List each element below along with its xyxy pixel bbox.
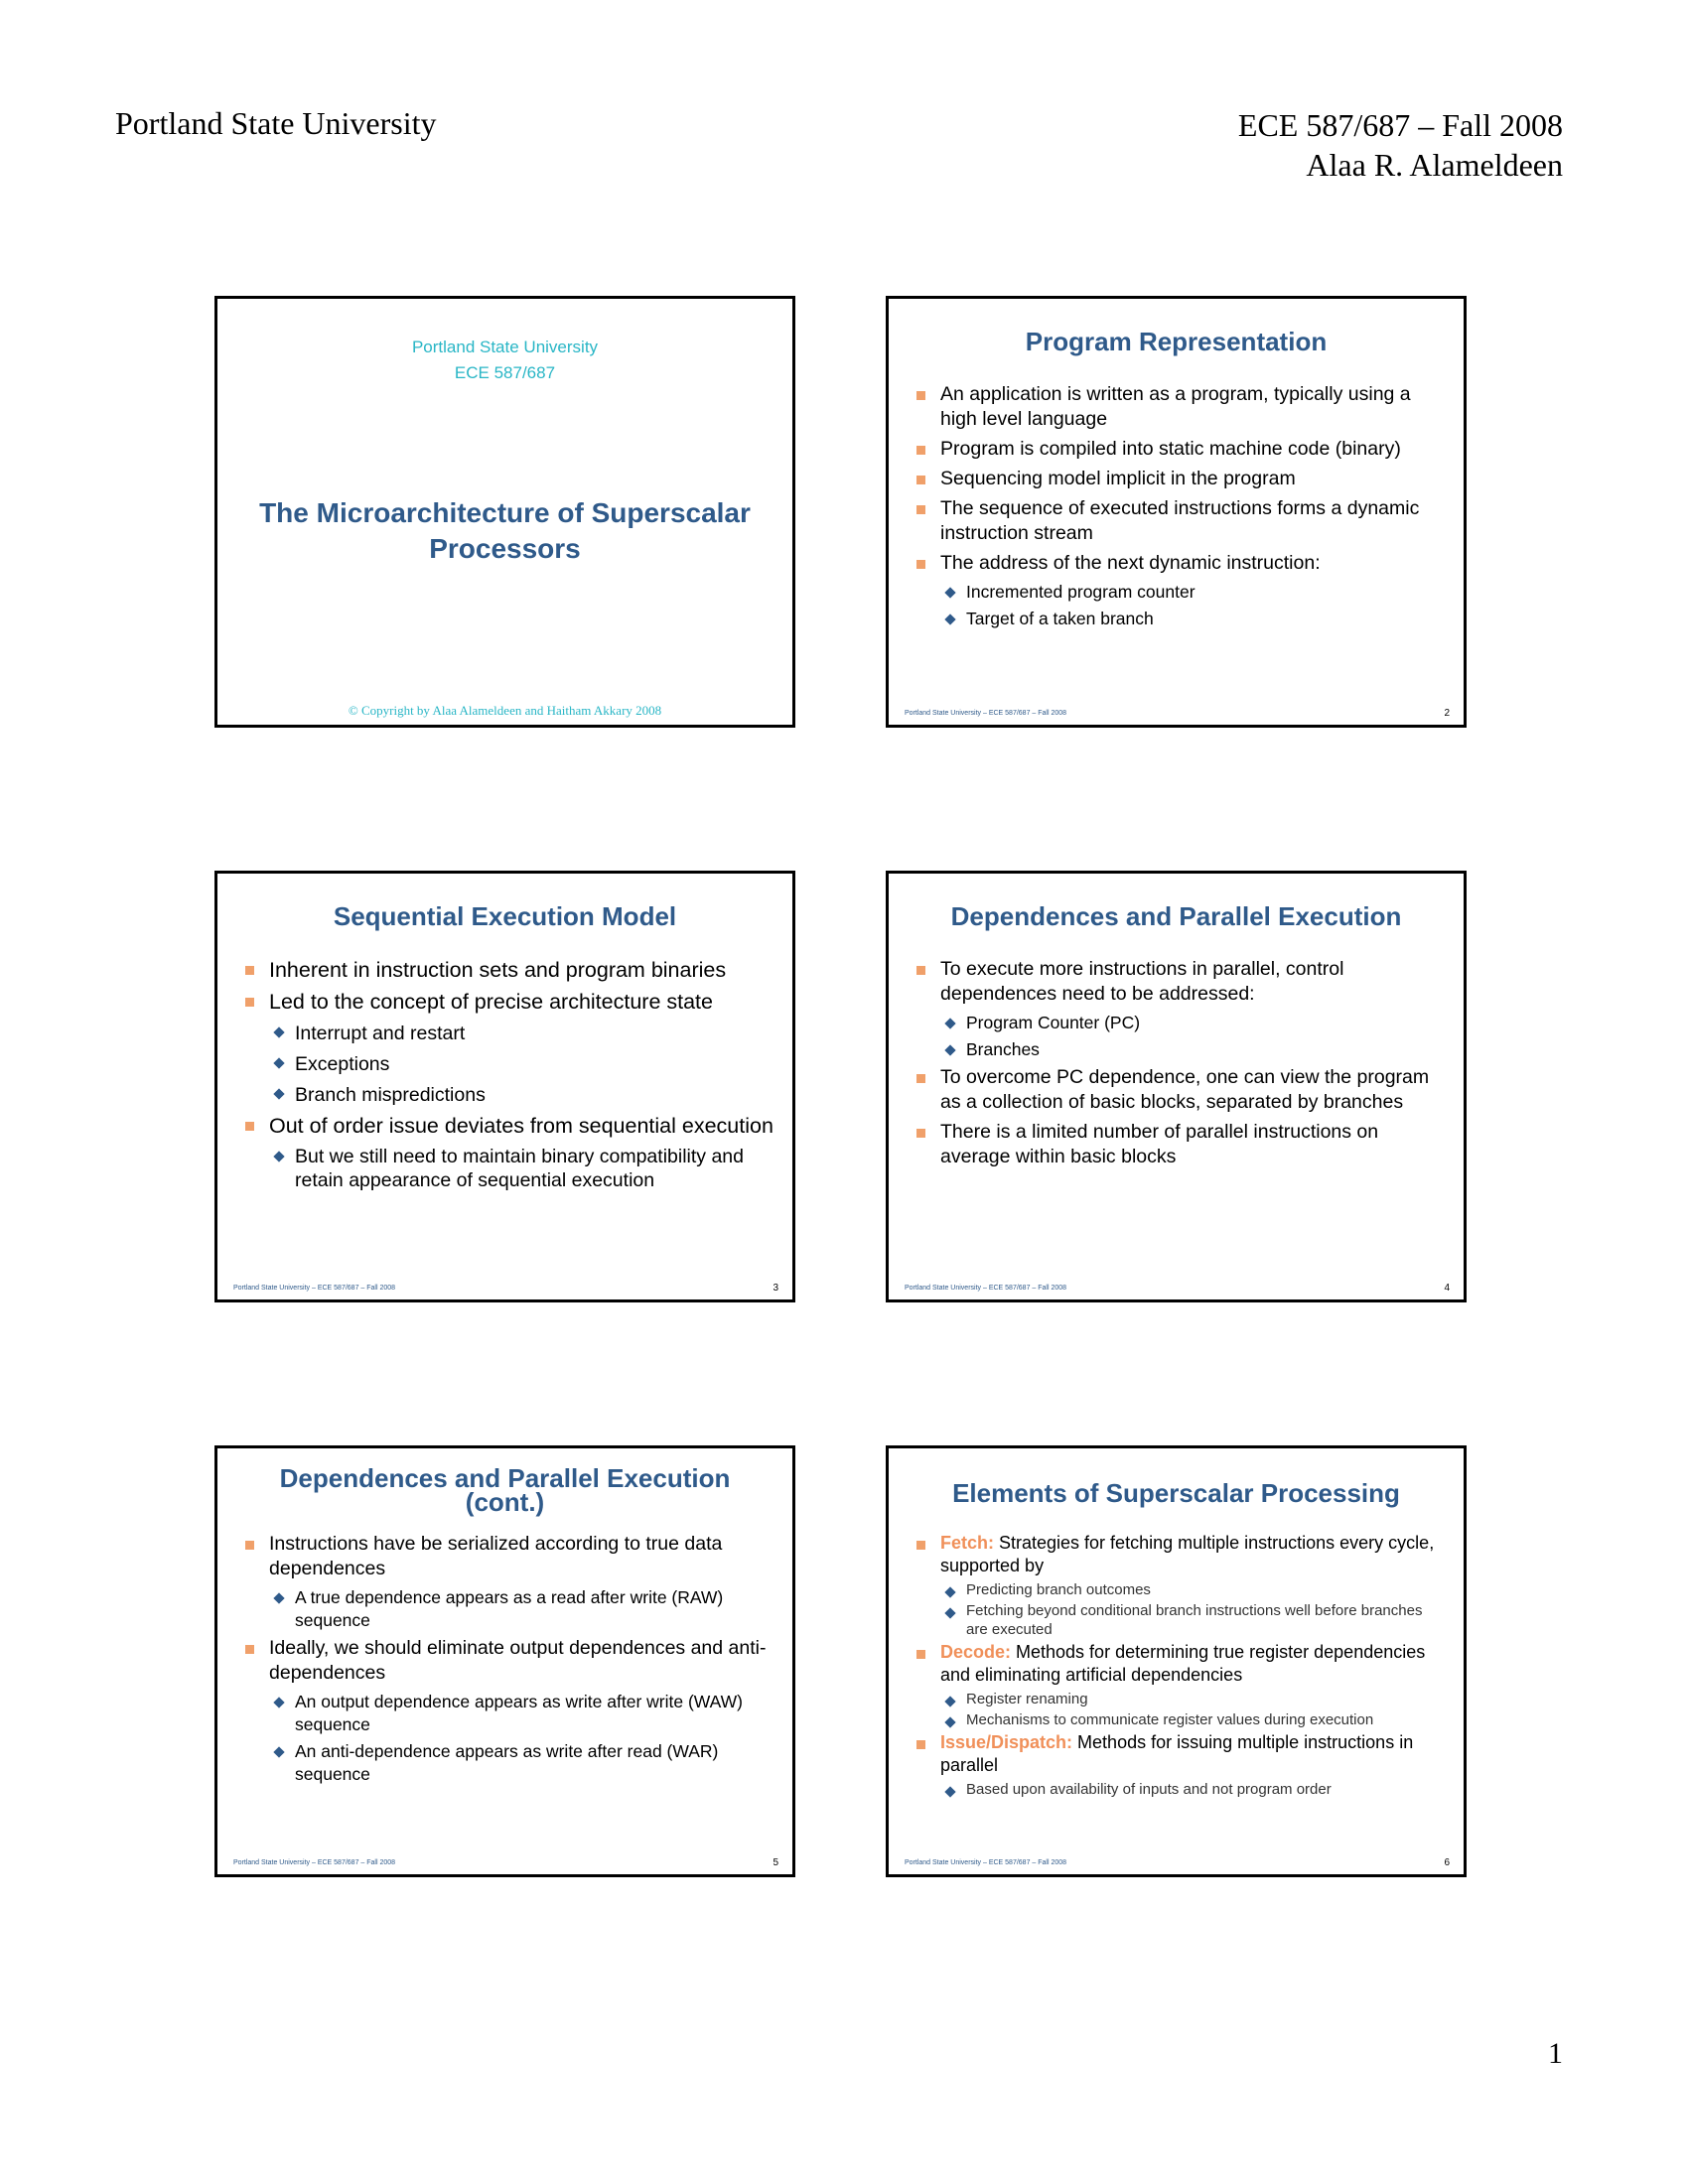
slide-4-bullets xyxy=(916,957,1448,1174)
sub-bullet: A true dependence appears as a read after write (RAW) sequence xyxy=(245,1586,776,1632)
sub-bullet: Program Counter (PC) xyxy=(916,1012,1448,1034)
bullet: There is a limited number of parallel instructions on average within basic blocks xyxy=(916,1120,1448,1169)
slide-3 xyxy=(214,871,795,1302)
sub-bullet: But we still need to maintain binary compatibility and retain appearance of sequential execution xyxy=(245,1145,776,1192)
sub-bullet: Branch mispredictions xyxy=(245,1082,776,1109)
bullet-text: Methods for issuing multiple instructions in parallel xyxy=(940,1732,1414,1775)
slide-2-bullets xyxy=(916,382,1448,634)
slide-footer: Portland State University – ECE 587/687 – Fall 2008 xyxy=(233,1859,396,1866)
bullet: The sequence of executed instructions forms a dynamic instruction stream xyxy=(916,496,1448,546)
keyword-decode: Decode: xyxy=(940,1642,1012,1662)
keyword-issue: Issue/Dispatch: xyxy=(940,1732,1073,1752)
slide-1-course: ECE 587/687 xyxy=(454,363,556,382)
sub-bullet: Target of a taken branch xyxy=(916,608,1448,630)
slide-number: 2 xyxy=(1444,708,1450,719)
sub-bullet: Incremented program counter xyxy=(916,581,1448,604)
bullet-text: Methods for determining true register dependencies and eliminating artificial dependencies xyxy=(940,1642,1426,1685)
sub-bullet: Interrupt and restart xyxy=(245,1021,776,1047)
slide-3-title: Sequential Execution Model xyxy=(333,901,677,931)
slide-number: 3 xyxy=(773,1283,778,1294)
slide-1-university: Portland State University xyxy=(411,338,599,356)
bullet: The address of the next dynamic instruction: xyxy=(916,551,1448,576)
bullet xyxy=(916,1731,1448,1777)
sub-bullet: Fetching beyond conditional branch instructions well before branches are executed xyxy=(916,1601,1448,1639)
sub-bullet: An anti-dependence appears as write after read (WAR) sequence xyxy=(245,1740,776,1786)
slide-footer: Portland State University – ECE 587/687 – Fall 2008 xyxy=(233,1285,396,1292)
bullet xyxy=(916,1532,1448,1577)
sub-bullet: Exceptions xyxy=(245,1051,776,1078)
slide-1-title: The Microarchitecture of Superscalar Processors xyxy=(259,497,751,564)
slide-footer: Portland State University – ECE 587/687 – Fall 2008 xyxy=(905,1285,1067,1292)
slide-2-title: Program Representation xyxy=(1025,327,1328,356)
sub-bullet: Predicting branch outcomes xyxy=(916,1580,1448,1599)
slide-1-title-slide xyxy=(214,296,795,728)
sub-bullet: Mechanisms to communicate register values during execution xyxy=(916,1710,1448,1729)
slide-2 xyxy=(886,296,1467,728)
sub-bullet: An output dependence appears as write after write (WAW) sequence xyxy=(245,1691,776,1736)
bullet: An application is written as a program, typically using a high level language xyxy=(916,382,1448,432)
slide-5-title-line1: Dependences and Parallel Execution xyxy=(279,1463,731,1493)
course-term: ECE 587/687 – Fall 2008 xyxy=(1237,107,1563,143)
bullet: Sequencing model implicit in the program xyxy=(916,467,1448,491)
slide-3-bullets xyxy=(245,957,776,1196)
slide-6 xyxy=(886,1445,1467,1877)
page-header-right xyxy=(1238,105,1563,185)
bullet: To execute more instructions in parallel, control dependences need to be addressed: xyxy=(916,957,1448,1007)
page-number: 1 xyxy=(1548,2037,1563,2070)
slide-number: 4 xyxy=(1444,1283,1450,1294)
slide-footer: Portland State University – ECE 587/687 – Fall 2008 xyxy=(905,1859,1067,1866)
sub-bullet: Register renaming xyxy=(916,1690,1448,1708)
keyword-fetch: Fetch: xyxy=(940,1533,994,1553)
bullet-text: Strategies for fetching multiple instructions every cycle, supported by xyxy=(940,1533,1435,1575)
slide-1-institution xyxy=(217,335,792,386)
bullet xyxy=(916,1641,1448,1687)
bullet: Ideally, we should eliminate output dependences and anti-dependences xyxy=(245,1636,776,1686)
bullet: Inherent in instruction sets and program binaries xyxy=(245,957,776,984)
slide-5 xyxy=(214,1445,795,1877)
page-header-left: Portland State University xyxy=(115,105,437,141)
slide-5-title xyxy=(237,1463,773,1517)
slide-6-bullets xyxy=(916,1532,1448,1801)
slide-5-title-line2: (cont.) xyxy=(465,1487,545,1517)
slide-4 xyxy=(886,871,1467,1302)
slide-1-copyright: © Copyright by Alaa Alameldeen and Haitham Akkary 2008 xyxy=(348,703,662,718)
sub-bullet: Branches xyxy=(916,1038,1448,1061)
slide-number: 6 xyxy=(1444,1857,1450,1868)
bullet: Instructions have be serialized according to true data dependences xyxy=(245,1532,776,1581)
sub-bullet: Based upon availability of inputs and not program order xyxy=(916,1780,1448,1799)
bullet: Out of order issue deviates from sequential execution xyxy=(245,1113,776,1140)
slide-number: 5 xyxy=(773,1857,778,1868)
bullet: Led to the concept of precise architecture state xyxy=(245,989,776,1016)
slide-5-bullets xyxy=(245,1532,776,1790)
slide-6-title: Elements of Superscalar Processing xyxy=(952,1478,1400,1508)
bullet: Program is compiled into static machine code (binary) xyxy=(916,437,1448,462)
author-name: Alaa R. Alameldeen xyxy=(1306,147,1563,183)
slide-footer: Portland State University – ECE 587/687 – Fall 2008 xyxy=(905,710,1067,717)
slide-4-title: Dependences and Parallel Execution xyxy=(950,901,1402,931)
bullet: To overcome PC dependence, one can view the program as a collection of basic blocks, separated by branches xyxy=(916,1065,1448,1115)
